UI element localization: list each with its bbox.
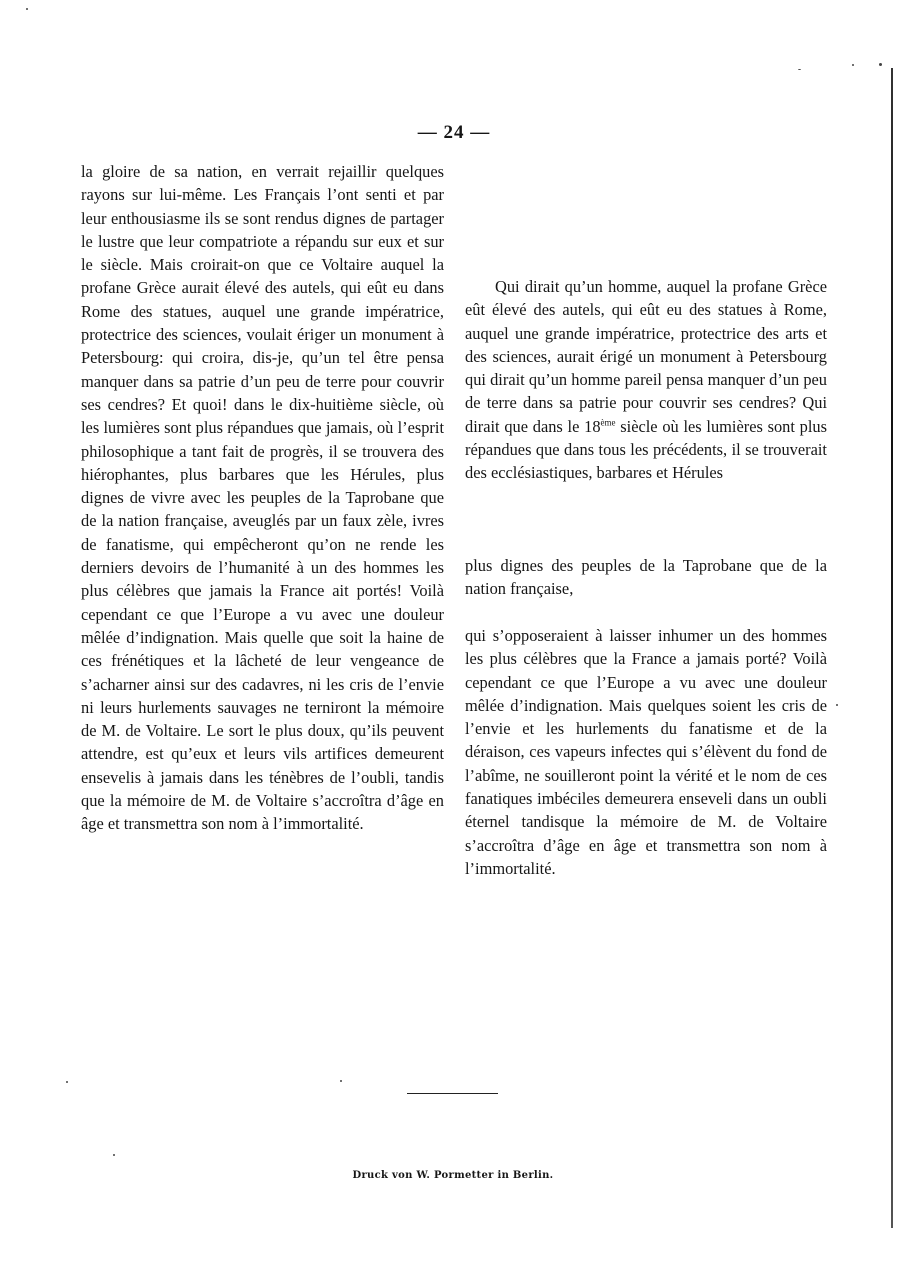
scan-speck bbox=[26, 8, 28, 10]
end-rule bbox=[407, 1093, 498, 1094]
page-number bbox=[0, 122, 900, 144]
scan-speck bbox=[798, 69, 801, 70]
scan-speck bbox=[66, 1081, 68, 1083]
printer-imprint bbox=[0, 1170, 900, 1181]
left-column-paragraph: la gloire de sa nation, en verrait rejaillir quelques rayons sur lui-même. Les Français l’ont senti et par leur enthousiasme ils se sont rendus dignes de partager le lustre que leur compatriote a répandu sur eux et sur le siècle. Mais croirait-on que ce Voltaire auquel la profane Grèce aurait élevé des autels, qui eût eu dans Rome des statues, auquel une grande impératrice, protectrice des sciences, voulait ériger un monument à Petersbourg: qui croira, dis-je, qu’un tel être pensa manquer dans sa patrie d’un peu de terre pour couvrir ses cendres? Et quoi! dans le dix-huitième siècle, où les lumières sont plus répandues que jamais, où l’esprit philosophique a tant fait de progrès, il se trouvera des hiérophantes, plus barbares que les Hérules, plus dignes de vivre avec les peuples de la Taprobane que de la nation française, aveuglés par un faux zèle, ivres de fanatisme, qui empêcheront qu’on ne rende les derniers devoirs de l’humanité à un des hommes les plus célèbres que jamais la France ait portés! Voilà cependant ce que l’Europe a vu avec une douleur mêlée d’indignation. Mais quelle que soit la haine de ces frénétiques et la lâcheté de leur vengeance de s’acharner ainsi sur des cadavres, ni les cris de l’envie ni leurs hurlements sauvages ne terniront la mémoire de M. de Voltaire. Le sort le plus doux, qu’ils peuvent attendre, est qu’eux et leurs vils artifices demeurent ensevelis à jamais dans les ténèbres de l’oubli, tandis que la mémoire de M. de Voltaire s’accroîtra d’âge en âge et transmettra son nom à l’immortalité. bbox=[81, 162, 444, 834]
right-paragraph-3-text: qui s’opposeraient à laisser inhumer un des hommes les plus célèbres que la France a jamais porté? Voilà cependant ce que l’Europe a vu avec une douleur mêlée d’indignation. Mais quelques soient les cris de l’envie et les hurlements du fanatisme et de la déraison, ces vapeurs infectes qui s’élèvent du fond de l’abîme, ne souilleront point la vérité et le nom de ces fanatiques imbéciles demeurera enseveli dans un oubli éternel tandisque la mémoire de M. de Voltaire s’accroîtra d’âge en âge et transmettra son nom à l’immortalité. bbox=[465, 626, 827, 878]
right-paragraph-1-start: Qui dirait qu’un homme, auquel la profane Grèce eût élevé des autels, qui eût eu des statues à Rome, auquel une grande impératrice, protectrice des arts et des sciences, aurait érigé un monument à Petersbourg qui dirait qu’un homme pareil pensa manquer d’un peu de terre dans sa patrie pour couvrir ses cendres? Qui dirait que dans le bbox=[465, 277, 827, 436]
left-column-text bbox=[81, 160, 444, 836]
scan-speck bbox=[113, 1154, 115, 1156]
scan-edge-line bbox=[891, 68, 893, 1228]
scan-speck bbox=[852, 64, 854, 66]
printer-imprint-text: Druck von W. Pormetter in Berlin. bbox=[352, 1170, 554, 1181]
scan-speck bbox=[879, 63, 882, 66]
century-superscript: ème bbox=[600, 417, 616, 428]
right-paragraph-1-end: siècle où les lumières sont plus répandues que dans tous les précédents, il se trouverait des ecclésiastiques, barbares et Hérules bbox=[465, 416, 827, 483]
right-column-paragraph-3 bbox=[465, 624, 827, 880]
right-paragraph-2-text: plus dignes des peuples de la Taprobane que de la nation française, bbox=[465, 556, 827, 599]
page-number-text: — 24 — bbox=[417, 122, 491, 143]
century-number: 18 bbox=[584, 416, 601, 436]
scan-speck bbox=[340, 1080, 342, 1082]
scan-speck bbox=[836, 704, 838, 706]
right-column-paragraph-2 bbox=[465, 554, 827, 601]
right-column-paragraph-1 bbox=[465, 275, 827, 485]
